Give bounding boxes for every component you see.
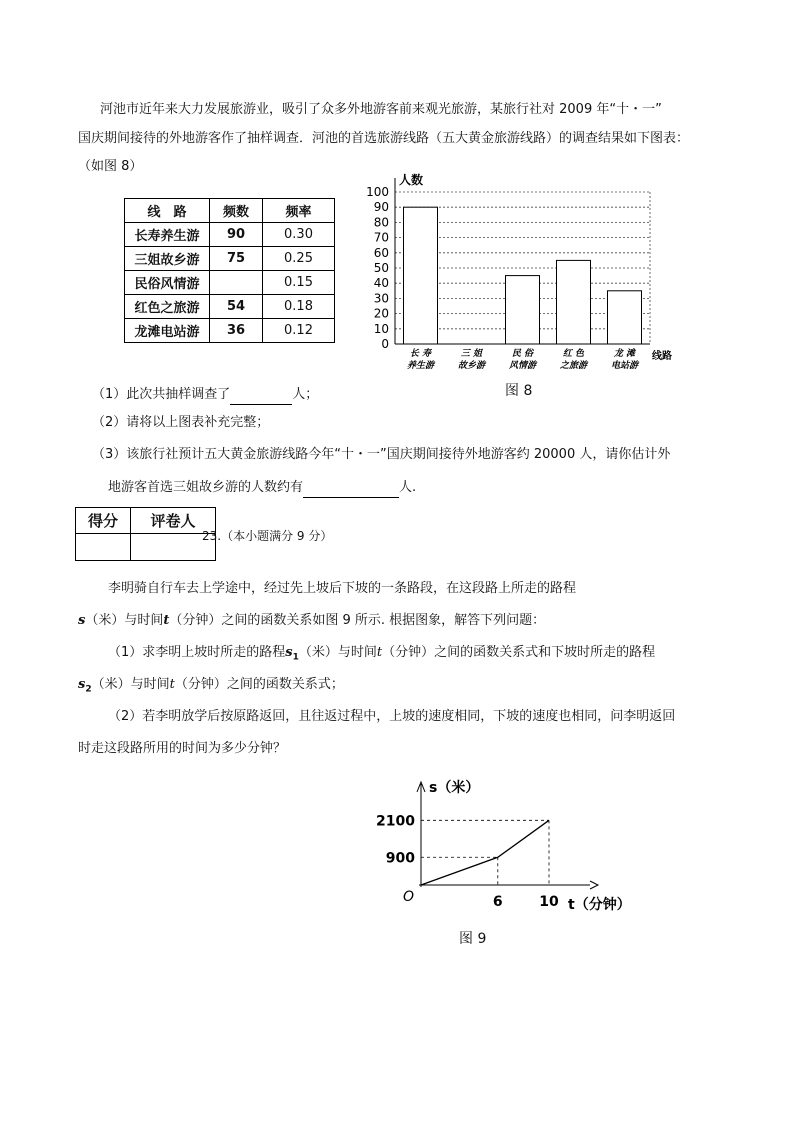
rate-cell: 0.25 — [263, 247, 335, 271]
problem-text: （米）与时间 — [85, 613, 164, 628]
route-cell: 三姐故乡游 — [125, 247, 210, 271]
var-s2: s — [78, 677, 86, 692]
x-tick-label: 故乡游 — [457, 361, 486, 371]
table-row — [125, 295, 335, 319]
bar — [506, 276, 540, 344]
count-cell: 75 — [210, 247, 263, 271]
problem-23-line-3 — [108, 643, 655, 668]
y-tick-label: 60 — [373, 245, 389, 260]
route-cell: 红色之旅游 — [125, 295, 210, 319]
var-t: t — [376, 645, 383, 660]
problem-text: （分钟）之间的函数关系如图 9 所示. 根据图象，解答下列问题： — [169, 613, 546, 628]
question-2: （2）请将以上图表补充完整； — [92, 415, 270, 430]
x-tick-label: 养生游 — [406, 361, 435, 371]
count-cell: 54 — [210, 295, 263, 319]
var-s: s — [78, 613, 86, 628]
answer-blank-2[interactable] — [303, 483, 399, 498]
x-tick-label: 之旅游 — [559, 361, 588, 371]
y-tick-label: 30 — [373, 291, 389, 306]
table-header-count: 频数 — [210, 199, 263, 223]
line-chart — [370, 770, 650, 920]
bar — [404, 207, 438, 344]
answer-blank-1[interactable] — [230, 390, 292, 405]
table-header-rate: 频率 — [263, 199, 335, 223]
route-cell: 龙滩电站游 — [125, 319, 210, 343]
x-tick-label: 电站游 — [610, 361, 639, 371]
question-1 — [92, 385, 318, 405]
y-axis-label: 人数 — [399, 173, 424, 187]
problem-text: （分钟）之间的函数关系式和下坡时所走的路程 — [382, 645, 656, 660]
y-tick-label: 900 — [385, 850, 415, 867]
count-cell: 36 — [210, 319, 263, 343]
table-header-route: 线 路 — [125, 199, 210, 223]
intro-line-2: 国庆期间接待的外地游客作了抽样调查．河池的首选旅游线路（五大黄金旅游线路）的调查结果如下图表： — [78, 131, 690, 146]
origin-label: O — [403, 889, 415, 905]
x-tick-label: 长 寿 — [409, 349, 432, 359]
rate-cell: 0.12 — [263, 319, 335, 343]
figure8-caption: 图 8 — [505, 383, 533, 399]
question-1-suffix: 人； — [292, 387, 319, 402]
x-tick-label: 民 俗 — [511, 349, 534, 359]
question-3-line-2 — [108, 478, 416, 498]
y-tick-label: 100 — [366, 185, 389, 199]
route-cell: 长寿养生游 — [125, 223, 210, 247]
table-row — [125, 271, 335, 295]
x-tick-label: 红 色 — [562, 349, 585, 359]
problem-23-line-2 — [78, 611, 545, 631]
bar — [557, 260, 591, 344]
intro-line-3: （如图 8） — [78, 159, 143, 174]
problem-text: （米）与时间 — [91, 677, 170, 692]
problem-23-line-1: 李明骑自行车去上学途中，经过先上坡后下坡的一条路段，在这段路上所走的路程 — [108, 581, 577, 596]
bar-chart — [360, 170, 690, 375]
y-tick-label: 20 — [373, 306, 389, 321]
problem-23-header: 23.（本小题满分 9 分） — [202, 529, 333, 543]
reviewer-label: 评卷人 — [131, 508, 216, 534]
table-row — [125, 223, 335, 247]
y-tick-label: 50 — [373, 261, 389, 275]
y-tick-label: 80 — [373, 215, 389, 230]
y-tick-label: 90 — [373, 200, 389, 215]
series-line — [421, 820, 549, 885]
table-row — [125, 247, 335, 271]
subscript-1: 1 — [292, 652, 299, 663]
route-cell: 民俗风情游 — [125, 271, 210, 295]
question-3-line-1: （3）该旅行社预计五大黄金旅游线路今年“十・一”国庆期间接待外地游客约 20000 人，请你估计外 — [92, 447, 671, 462]
question-3-text: 地游客首选三姐故乡游的人数约有 — [108, 480, 304, 495]
count-cell — [210, 271, 263, 295]
y-tick-label: 10 — [373, 321, 389, 336]
x-tick-label: 风情游 — [508, 361, 537, 371]
rate-cell: 0.18 — [263, 295, 335, 319]
count-cell: 90 — [210, 223, 263, 247]
x-axis-label: t（分钟） — [568, 897, 631, 913]
problem-text: （1）求李明上坡时所走的路程 — [108, 645, 286, 660]
x-tick-label: 三 姐 — [460, 349, 483, 359]
subscript-2: 2 — [85, 684, 92, 695]
intro-line-1: 河池市近年来大力发展旅游业，吸引了众多外地游客前来观光旅游，某旅行社对 2009 年“十・一” — [100, 102, 662, 117]
question-3-suffix: 人. — [399, 480, 417, 495]
table-row — [125, 319, 335, 343]
x-axis-label: 线路 — [652, 351, 672, 362]
problem-23-line-4 — [78, 675, 344, 700]
problem-23-line-5: （2）若李明放学后按原路返回，且往返过程中，上坡的速度相同，下坡的速度也相同，问李明返回 — [108, 709, 676, 724]
figure9-caption: 图 9 — [459, 931, 487, 947]
problem-23-line-6: 时走这段路所用的时间为多少分钟？ — [78, 741, 287, 756]
var-s1: s — [285, 645, 293, 660]
score-table — [75, 507, 216, 561]
y-tick-label: 40 — [373, 276, 389, 291]
score-label: 得分 — [76, 508, 131, 534]
problem-text: （米）与时间 — [298, 645, 377, 660]
problem-text: （分钟）之间的函数关系式； — [174, 677, 344, 692]
y-tick-label: 2100 — [376, 813, 415, 830]
x-tick-label: 6 — [492, 894, 503, 910]
var-t: t — [163, 613, 170, 628]
x-tick-label: 10 — [539, 894, 559, 910]
frequency-table — [124, 198, 335, 343]
y-axis-label: s（米） — [429, 780, 480, 796]
question-1-text: （1）此次共抽样调查了 — [92, 387, 231, 402]
rate-cell: 0.30 — [263, 223, 335, 247]
bar — [608, 291, 642, 344]
x-axis-arrow — [590, 881, 598, 889]
score-input-cell[interactable] — [76, 534, 131, 561]
y-tick-label: 0 — [381, 337, 389, 351]
rate-cell: 0.15 — [263, 271, 335, 295]
var-t: t — [169, 677, 175, 692]
y-tick-label: 70 — [373, 230, 389, 245]
x-tick-label: 龙 滩 — [613, 349, 636, 359]
